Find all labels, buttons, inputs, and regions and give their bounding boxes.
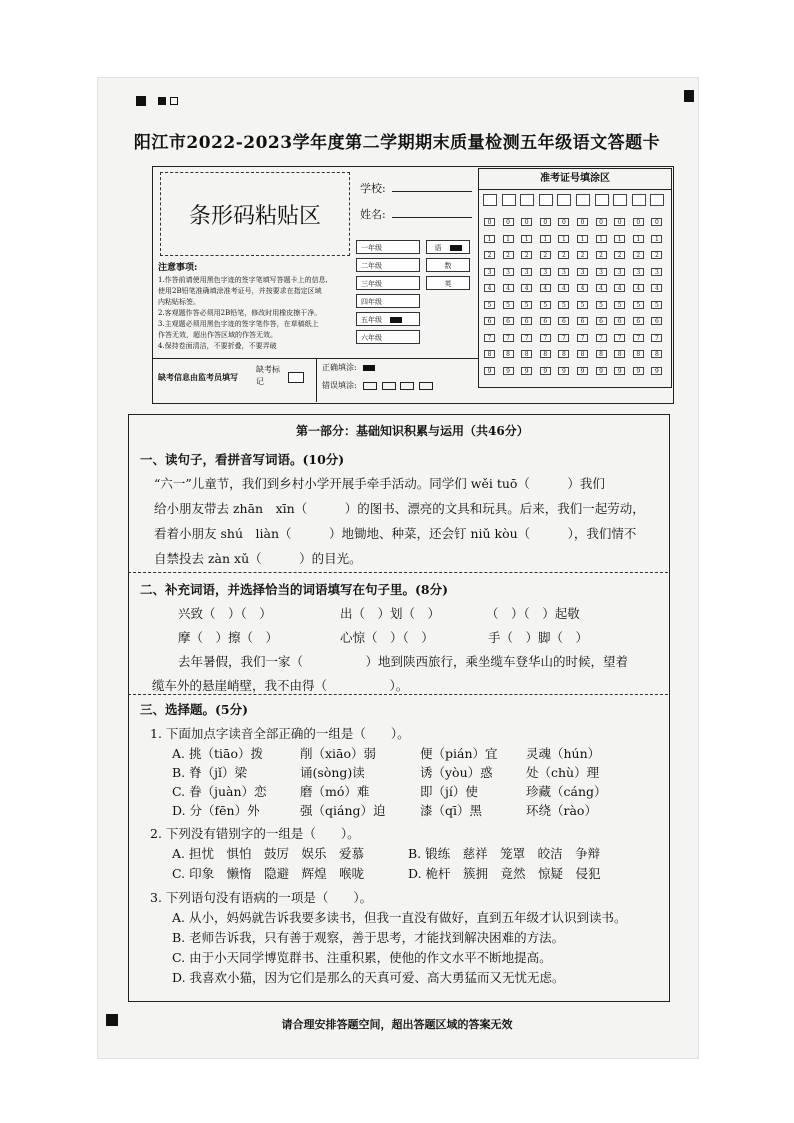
registration-mark xyxy=(158,97,166,105)
id-digit-box[interactable] xyxy=(576,194,590,206)
id-bubble[interactable]: 6 xyxy=(614,317,625,325)
id-bubble[interactable]: 5 xyxy=(614,301,625,309)
q3-2-option: B. 锻练 慈祥 笼罩 皎洁 争辩 xyxy=(408,846,601,861)
section-divider xyxy=(128,572,668,573)
note-line: 4.保持卷面清洁，不要折叠，不要弄破 xyxy=(158,342,277,350)
id-bubble[interactable]: 9 xyxy=(633,367,644,375)
id-bubble[interactable]: 5 xyxy=(558,301,569,309)
id-digit-box[interactable] xyxy=(520,194,534,206)
id-bubble[interactable]: 8 xyxy=(521,350,532,358)
id-bubble[interactable]: 6 xyxy=(577,317,588,325)
q3-1-option: 珍藏（cáng） xyxy=(526,784,607,799)
q3-1-option: 即（jí）使 xyxy=(420,784,478,799)
note-line: 作答无效，超出作答区域的作答无效。 xyxy=(158,331,277,339)
q1-line: “六一”儿童节，我们到乡村小学开展手牵手活动。同学们 wěi tuō（ ）我们 xyxy=(154,476,605,491)
id-bubble[interactable]: 4 xyxy=(633,284,644,292)
grade-option[interactable]: 三年级 xyxy=(356,276,420,290)
note-line: 使用2B铅笔准确填涂准考证号，并按要求在指定区域 xyxy=(158,287,322,295)
absent-label: 缺考信息由监考员填写 xyxy=(158,372,238,382)
id-bubble[interactable]: 1 xyxy=(614,235,625,243)
grade-option[interactable]: 六年级 xyxy=(356,330,420,344)
id-bubble[interactable]: 6 xyxy=(503,317,514,325)
id-bubble[interactable]: 7 xyxy=(614,334,625,342)
id-bubble[interactable]: 9 xyxy=(540,367,551,375)
q3-1-option: D. 分（fēn）外 xyxy=(172,803,260,818)
note-line: 3.主观题必须用黑色字迹的签字笔作答，在草稿纸上 xyxy=(158,320,319,328)
q2-line: 去年暑假，我们一家（ ）地到陕西旅行，乘坐缆车登华山的时候，望着 xyxy=(178,654,629,669)
id-bubble[interactable]: 5 xyxy=(633,301,644,309)
id-digit-box[interactable] xyxy=(613,194,627,206)
id-bubble[interactable]: 2 xyxy=(614,251,625,259)
q3-1-option: 处（chù）理 xyxy=(526,765,600,780)
q3-1-option: 削（xiāo）弱 xyxy=(300,746,377,761)
id-bubble[interactable]: 1 xyxy=(521,235,532,243)
id-digit-box[interactable] xyxy=(502,194,516,206)
q2-item: 心惊（ ）（ ） xyxy=(340,630,434,645)
id-bubble[interactable]: 5 xyxy=(577,301,588,309)
id-bubble[interactable]: 6 xyxy=(540,317,551,325)
id-bubble[interactable]: 8 xyxy=(558,350,569,358)
id-bubble[interactable]: 4 xyxy=(503,284,514,292)
q3-1-option: 便（pián）宜 xyxy=(420,746,498,761)
q3-1-option: 环绕（rào） xyxy=(526,803,597,818)
id-bubble[interactable]: 8 xyxy=(614,350,625,358)
id-digit-box[interactable] xyxy=(557,194,571,206)
q3-1-option: 诱（yòu）惑 xyxy=(420,765,493,780)
id-bubble[interactable]: 3 xyxy=(558,268,569,276)
q3-2-option: C. 印象 懒惰 隐避 辉煌 喉咙 xyxy=(172,866,365,881)
id-bubble[interactable]: 3 xyxy=(633,268,644,276)
id-bubble[interactable]: 7 xyxy=(503,334,514,342)
id-bubble[interactable]: 7 xyxy=(651,334,662,342)
id-bubble[interactable]: 9 xyxy=(558,367,569,375)
id-bubble[interactable]: 9 xyxy=(521,367,532,375)
id-bubble[interactable]: 5 xyxy=(596,301,607,309)
id-bubble[interactable]: 9 xyxy=(614,367,625,375)
note-line: 1.作答前请使用黑色字迹的签字笔填写答题卡上的信息, xyxy=(158,276,328,284)
absent-mark-label: 缺考标记 xyxy=(256,365,280,386)
id-bubble[interactable]: 9 xyxy=(596,367,607,375)
id-bubble[interactable]: 1 xyxy=(633,235,644,243)
id-bubble[interactable]: 6 xyxy=(521,317,532,325)
wrong-fill-example: 错误填涂: xyxy=(322,380,433,391)
id-bubble[interactable]: 2 xyxy=(558,251,569,259)
id-bubble[interactable]: 9 xyxy=(651,367,662,375)
id-bubble[interactable]: 4 xyxy=(484,284,495,292)
id-bubble[interactable]: 6 xyxy=(558,317,569,325)
subject-option[interactable]: 英 xyxy=(426,276,470,290)
id-bubble[interactable]: 5 xyxy=(540,301,551,309)
registration-mark xyxy=(136,96,146,106)
q1-title: 一、读句子，看拼音写词语。(10分) xyxy=(140,452,345,467)
id-bubble[interactable]: 6 xyxy=(596,317,607,325)
section-divider xyxy=(128,694,668,695)
id-bubble[interactable]: 5 xyxy=(484,301,495,309)
id-bubble[interactable]: 7 xyxy=(558,334,569,342)
id-bubble[interactable]: 2 xyxy=(596,251,607,259)
q3-1-option: C. 眷（juàn）恋 xyxy=(172,784,267,799)
q3-1-option: 磨（mó）难 xyxy=(300,784,370,799)
id-bubble[interactable]: 3 xyxy=(484,268,495,276)
id-bubble[interactable]: 1 xyxy=(484,235,495,243)
id-bubble[interactable]: 8 xyxy=(503,350,514,358)
q3-3-stem: 3. 下列语句没有语病的一项是（ ）。 xyxy=(150,890,373,905)
id-bubble[interactable]: 0 xyxy=(540,218,551,226)
id-bubble[interactable]: 4 xyxy=(521,284,532,292)
q3-1-stem: 1. 下面加点字读音全部正确的一组是（ ）。 xyxy=(150,726,410,741)
id-digit-box[interactable] xyxy=(483,194,497,206)
subject-option[interactable]: 语 xyxy=(426,240,470,254)
footer-note: 请合理安排答题空间，超出答题区域的答案无效 xyxy=(281,1018,513,1031)
id-bubble[interactable]: 4 xyxy=(651,284,662,292)
id-bubble[interactable]: 1 xyxy=(651,235,662,243)
id-bubble[interactable]: 3 xyxy=(651,268,662,276)
q3-1-option: B. 脊（jǐ）梁 xyxy=(172,765,248,780)
grade-option[interactable]: 一年级 xyxy=(356,240,420,254)
q3-1-option: 诵(sòng)读 xyxy=(300,765,365,780)
notes: 注意事项: 1.作答前请使用黑色字迹的签字笔填写答题卡上的信息, 使用2B铅笔准确填涂准考证号，并按要求在指定区域 内粘贴标签。 2.客观题作答必须用2B铅笔，修改时用橡皮擦干净。 3.主观题必须用黑色字迹的签字笔作答，在草稿纸上 作答无效，超出作答区域的作答无效。 4.保持卷面清洁，不要折叠，不要弄破 xyxy=(158,262,354,352)
q3-1-option: A. 挑（tiāo）拨 xyxy=(172,746,263,761)
q3-2-option: A. 担忧 惧怕 鼓厉 娱乐 爱慕 xyxy=(172,846,364,861)
id-digit-box[interactable] xyxy=(632,194,646,206)
q3-2-option: D. 桅杆 簇拥 竟然 惊疑 侵犯 xyxy=(408,866,601,881)
id-bubble[interactable]: 7 xyxy=(540,334,551,342)
q2-item: 摩（ ）擦（ ） xyxy=(178,630,279,645)
id-bubble[interactable]: 6 xyxy=(633,317,644,325)
id-bubble[interactable]: 4 xyxy=(558,284,569,292)
id-bubble[interactable]: 0 xyxy=(577,218,588,226)
absent-checkbox[interactable] xyxy=(288,372,304,383)
id-bubble[interactable]: 9 xyxy=(484,367,495,375)
id-bubble[interactable]: 1 xyxy=(558,235,569,243)
q3-3-option: B. 老师告诉我，只有善于观察，善于思考，才能找到解决困难的方法。 xyxy=(172,930,565,945)
grade-option[interactable]: 二年级 xyxy=(356,258,420,272)
q3-1-option: 强（qiáng）迫 xyxy=(300,803,386,818)
note-line: 2.客观题作答必须用2B铅笔，修改时用橡皮擦干净。 xyxy=(158,309,322,317)
id-bubble[interactable]: 8 xyxy=(633,350,644,358)
id-bubble[interactable]: 6 xyxy=(651,317,662,325)
id-bubble[interactable]: 5 xyxy=(503,301,514,309)
id-bubble[interactable]: 2 xyxy=(484,251,495,259)
q3-1-option: 灵魂（hún） xyxy=(526,746,601,761)
id-bubble[interactable]: 2 xyxy=(540,251,551,259)
id-bubble[interactable]: 7 xyxy=(633,334,644,342)
id-bubble[interactable]: 3 xyxy=(596,268,607,276)
id-digit-box[interactable] xyxy=(595,194,609,206)
note-line: 内粘贴标签。 xyxy=(158,298,200,306)
id-bubble[interactable]: 1 xyxy=(596,235,607,243)
id-bubble[interactable]: 2 xyxy=(521,251,532,259)
registration-mark xyxy=(684,90,694,102)
grade-option[interactable]: 四年级 xyxy=(356,294,420,308)
id-bubble[interactable]: 8 xyxy=(484,350,495,358)
q3-3-option: C. 由于小天同学博览群书、注重积累，使他的作文水平不断地提高。 xyxy=(172,950,552,965)
q2-item: （ ）（ ）起敬 xyxy=(486,606,580,621)
q3-2-stem: 2. 下列没有错别字的一组是（ ）。 xyxy=(150,826,360,841)
id-bubble[interactable]: 0 xyxy=(651,218,662,226)
id-bubble[interactable]: 0 xyxy=(521,218,532,226)
q1-line: 自禁投去 zàn xǔ（ ）的目光。 xyxy=(154,551,362,566)
id-bubble[interactable]: 3 xyxy=(614,268,625,276)
id-bubble[interactable]: 0 xyxy=(596,218,607,226)
id-bubble[interactable]: 2 xyxy=(651,251,662,259)
id-bubble[interactable]: 8 xyxy=(651,350,662,358)
id-bubble[interactable]: 7 xyxy=(596,334,607,342)
name-field[interactable]: 姓名: xyxy=(360,206,472,222)
id-bubble[interactable]: 1 xyxy=(503,235,514,243)
q3-3-option: A. 从小，妈妈就告诉我要多读书，但我一直没有做好，直到五年级才认识到读书。 xyxy=(172,910,627,925)
id-bubble[interactable]: 8 xyxy=(540,350,551,358)
id-bubble[interactable]: 4 xyxy=(577,284,588,292)
id-bubble[interactable]: 7 xyxy=(577,334,588,342)
id-bubble[interactable]: 5 xyxy=(651,301,662,309)
q2-item: 兴致（ ）（ ） xyxy=(178,606,272,621)
q2-item: 出（ ）划（ ） xyxy=(340,606,441,621)
id-bubble[interactable]: 1 xyxy=(540,235,551,243)
id-bubble[interactable]: 0 xyxy=(614,218,625,226)
id-bubble[interactable]: 3 xyxy=(577,268,588,276)
q2-title: 二、补充词语，并选择恰当的词语填写在句子里。(8分) xyxy=(140,582,449,597)
id-bubble[interactable]: 8 xyxy=(596,350,607,358)
id-bubble[interactable]: 5 xyxy=(521,301,532,309)
subject-option[interactable]: 数 xyxy=(426,258,470,272)
id-bubble[interactable]: 3 xyxy=(521,268,532,276)
id-bubble[interactable]: 2 xyxy=(633,251,644,259)
id-bubble[interactable]: 4 xyxy=(614,284,625,292)
school-field[interactable]: 学校: xyxy=(360,180,472,196)
part1-title: 第一部分：基础知识积累与运用（共46分） xyxy=(296,424,529,438)
q3-3-option: D. 我喜欢小猫，因为它们是那么的天真可爱、高大勇猛而又无忧无虑。 xyxy=(172,970,565,985)
id-bubble[interactable]: 4 xyxy=(540,284,551,292)
id-bubble[interactable]: 0 xyxy=(558,218,569,226)
id-bubble[interactable]: 3 xyxy=(503,268,514,276)
id-bubble[interactable]: 0 xyxy=(503,218,514,226)
grade-option[interactable]: 五年级 xyxy=(356,312,420,326)
q3-1-option: 漆（qī）黑 xyxy=(420,803,482,818)
q2-line: 缆车外的悬崖峭壁，我不由得（ ）。 xyxy=(152,678,409,693)
id-bubble[interactable]: 0 xyxy=(633,218,644,226)
id-bubble[interactable]: 8 xyxy=(577,350,588,358)
q1-line: 看着小朋友 shú liàn（ ）地锄地、种菜，还会钉 niǔ kòu（ ），我们情不 xyxy=(154,526,637,541)
id-bubble[interactable]: 9 xyxy=(577,367,588,375)
id-bubble[interactable]: 0 xyxy=(484,218,495,226)
id-bubble[interactable]: 9 xyxy=(503,367,514,375)
id-bubble[interactable]: 3 xyxy=(540,268,551,276)
id-bubble[interactable]: 1 xyxy=(577,235,588,243)
id-bubble[interactable]: 2 xyxy=(503,251,514,259)
id-digit-box[interactable] xyxy=(539,194,553,206)
q1-line: 给小朋友带去 zhān xīn（ ）的图书、漂亮的文具和玩具。后来，我们一起劳动， xyxy=(154,501,645,516)
id-bubble[interactable]: 7 xyxy=(521,334,532,342)
registration-mark xyxy=(170,97,178,105)
id-bubble[interactable]: 2 xyxy=(577,251,588,259)
exam-id-title: 准考证号填涂区 xyxy=(479,169,671,190)
id-digit-box[interactable] xyxy=(650,194,664,206)
q3-title: 三、选择题。(5分) xyxy=(140,702,249,717)
page-title: 阳江市2022-2023学年度第二学期期末质量检测五年级语文答题卡 xyxy=(133,133,661,153)
id-bubble[interactable]: 7 xyxy=(484,334,495,342)
id-bubble[interactable]: 6 xyxy=(484,317,495,325)
barcode-area: 条形码粘贴区 xyxy=(160,172,350,256)
correct-fill-example: 正确填涂: xyxy=(322,362,375,373)
q2-item: 手（ ）脚（ ） xyxy=(488,630,589,645)
id-bubble[interactable]: 4 xyxy=(596,284,607,292)
